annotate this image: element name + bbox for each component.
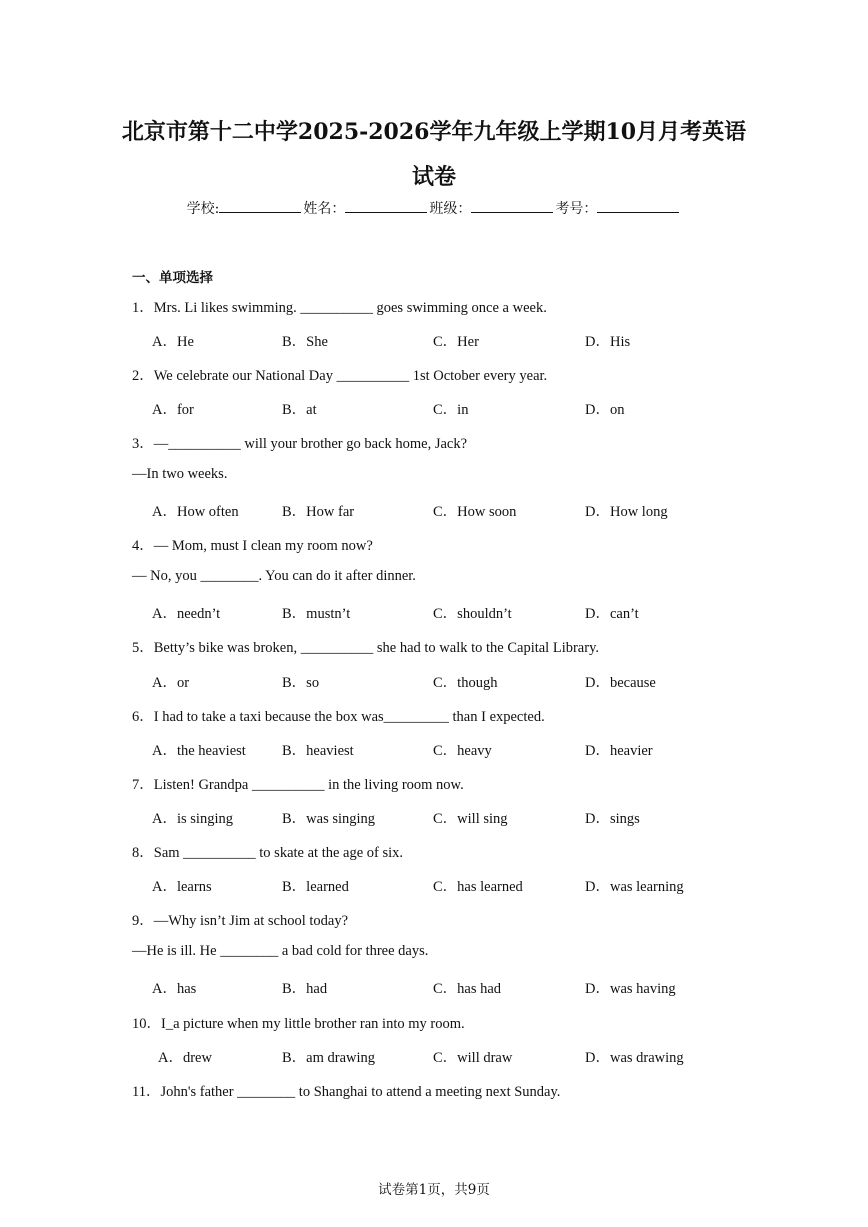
question-5-option-a: A．or [152, 675, 190, 691]
exam-title-line1: 北京市第十二中学2025-2026学年九年级上学期10月月考英语 [121, 119, 747, 145]
question-6-option-b: B．heaviest [282, 743, 354, 759]
question-3-options [0, 500, 868, 520]
question-4-options [0, 602, 868, 622]
question-3-option-b: B．How far [282, 504, 355, 520]
question-1-options [0, 330, 868, 350]
question-1-option-c: C．Her [433, 334, 479, 350]
name-blank [345, 198, 427, 213]
question-4-line-2: — No, you ________. You can do it after dinner. [132, 568, 416, 584]
question-10-option-b: B．am drawing [282, 1050, 376, 1066]
question-8-options [0, 875, 868, 895]
class-blank [471, 198, 553, 213]
question-7-option-d: D．sings [585, 811, 640, 827]
question-4-option-a: A．needn’t [152, 606, 221, 622]
question-4-line-1: 4．— Mom, must I clean my room now? [132, 538, 373, 554]
question-9-option-a: A．has [152, 981, 197, 997]
question-7-option-b: B．was singing [282, 811, 376, 827]
question-10-option-d: D．was drawing [585, 1050, 684, 1066]
question-1-line-1: 1．Mrs. Li likes swimming. __________ goes swimming once a week. [132, 300, 547, 316]
question-2-option-c: C．in [433, 402, 469, 418]
student-info-line [0, 198, 868, 218]
question-2-option-b: B．at [282, 402, 317, 418]
question-8-option-c: C．has learned [433, 879, 523, 895]
number-blank [597, 198, 679, 213]
question-9-line-1: 9．—Why isn’t Jim at school today? [132, 913, 348, 929]
question-3-option-a: A．How often [152, 504, 239, 520]
question-8-option-b: B．learned [282, 879, 349, 895]
question-7-line-1: 7．Listen! Grandpa __________ in the living room now. [132, 777, 464, 793]
question-7-option-a: A．is singing [152, 811, 233, 827]
name-label: 姓名： [303, 201, 346, 217]
question-9-line-2: —He is ill. He ________ a bad cold for three days. [132, 943, 429, 959]
school-blank [219, 198, 301, 213]
question-7-options [0, 807, 868, 827]
question-10-options [0, 1046, 868, 1066]
question-1-option-b: B．She [282, 334, 328, 350]
question-4-option-d: D．can’t [585, 606, 639, 622]
question-5-option-b: B．so [282, 675, 320, 691]
school-label: 学校: [186, 201, 220, 217]
question-11-line-1: 11．John's father ________ to Shanghai to attend a meeting next Sunday. [132, 1084, 561, 1100]
page-footer: 试卷第1页，共9页 [378, 1182, 490, 1198]
question-3-option-d: D．How long [585, 504, 668, 520]
question-5-option-d: D．because [585, 675, 656, 691]
exam-title-line2: 试卷 [411, 164, 456, 190]
question-7-option-c: C．will sing [433, 811, 508, 827]
question-6-option-d: D．heavier [585, 743, 653, 759]
question-2-line-1: 2．We celebrate our National Day __________ 1st October every year. [132, 368, 548, 384]
question-8-line-1: 8．Sam __________ to skate at the age of six. [132, 845, 404, 861]
question-6-option-c: C．heavy [433, 743, 492, 759]
question-6-options [0, 739, 868, 759]
class-label: 班级： [429, 201, 472, 217]
question-1-option-a: A．He [152, 334, 194, 350]
question-10-option-a: A．drew [158, 1050, 212, 1066]
question-2-options [0, 398, 868, 418]
question-9-option-c: C．has had [433, 981, 502, 997]
question-8-option-a: A．learns [152, 879, 212, 895]
number-label: 考号： [555, 201, 598, 217]
question-5-line-1: 5．Betty’s bike was broken, __________ she had to walk to the Capital Library. [132, 640, 600, 656]
question-1-option-d: D．His [585, 334, 631, 350]
question-5-options [0, 671, 868, 691]
question-3-line-1: 3．—__________ will your brother go back home, Jack? [132, 436, 468, 452]
question-3-line-2: —In two weeks. [132, 466, 228, 482]
question-4-option-c: C．shouldn’t [433, 606, 512, 622]
question-3-option-c: C．How soon [433, 504, 517, 520]
question-6-option-a: A．the heaviest [152, 743, 246, 759]
question-2-option-a: A．for [152, 402, 194, 418]
question-4-option-b: B．mustn’t [282, 606, 351, 622]
question-8-option-d: D．was learning [585, 879, 684, 895]
question-9-option-d: D．was having [585, 981, 676, 997]
question-10-option-c: C．will draw [433, 1050, 513, 1066]
section-title: 一、单项选择 [132, 270, 213, 286]
question-9-options [0, 977, 868, 997]
question-10-line-1: 10．I_a picture when my little brother ran into my room. [132, 1016, 465, 1032]
question-5-option-c: C．though [433, 675, 498, 691]
question-2-option-d: D．on [585, 402, 625, 418]
question-6-line-1: 6．I had to take a taxi because the box was_________ than I expected. [132, 709, 545, 725]
question-9-option-b: B．had [282, 981, 328, 997]
